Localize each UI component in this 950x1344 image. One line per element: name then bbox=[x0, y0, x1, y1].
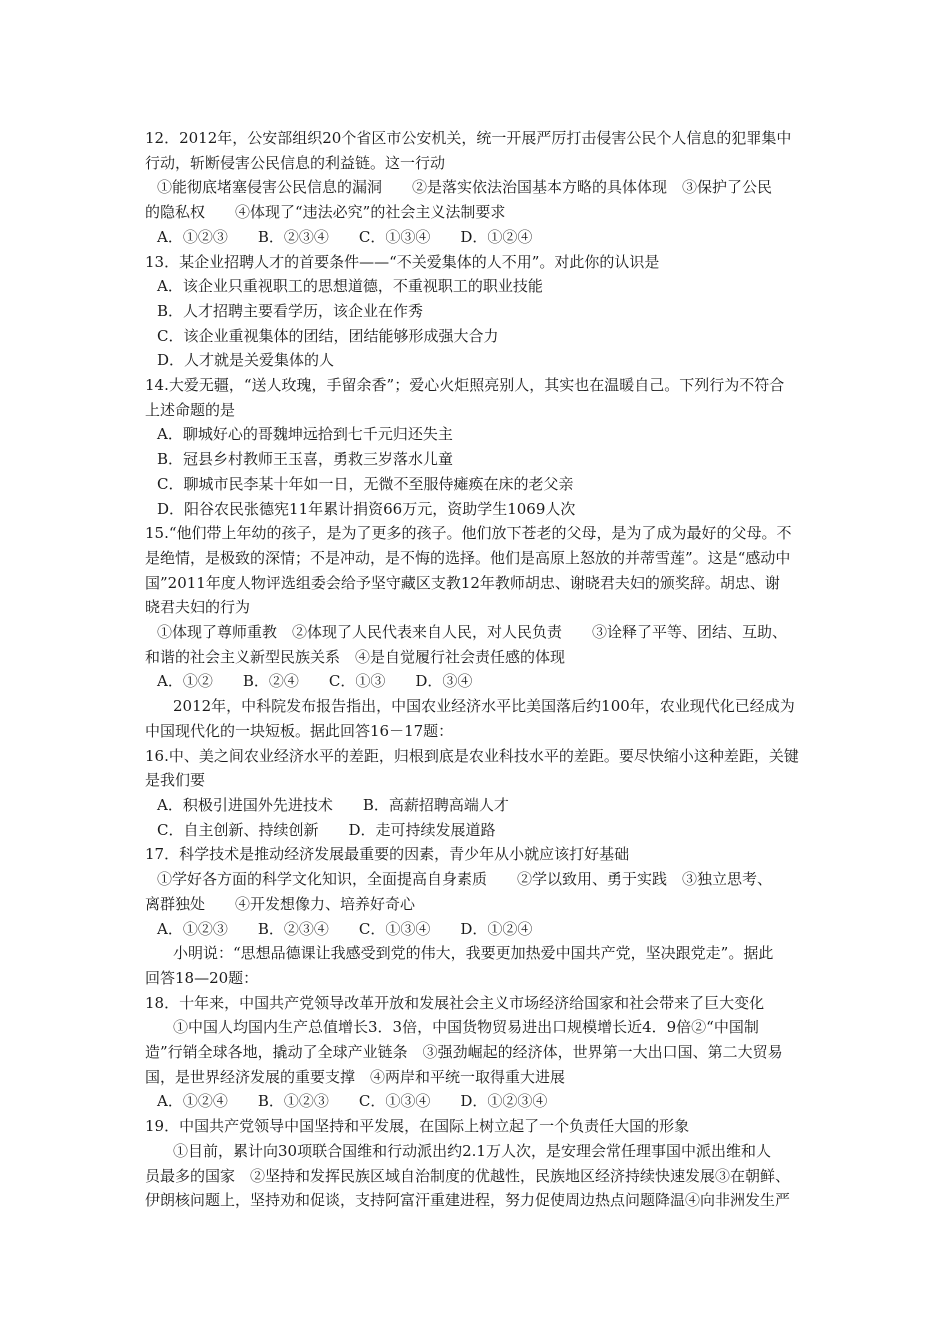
text-line: A．①②④ B．①②③ C．①③④ D．①②③④ bbox=[157, 1092, 548, 1111]
text-line: A．①②③ B．②③④ C．①③④ D．①②④ bbox=[157, 919, 533, 938]
text-line: A．聊城好心的哥魏坤远拾到七千元归还失主 bbox=[157, 425, 453, 444]
text-line: 的隐私权 ④体现了“违法必究”的社会主义法制要求 bbox=[145, 203, 506, 222]
text-line: C．该企业重视集体的团结，团结能够形成强大合力 bbox=[157, 326, 499, 345]
text-line: 晓君夫妇的行为 bbox=[145, 598, 251, 617]
text-line: 13．某企业招聘人才的首要条件——“不关爱集体的人不用”。对此你的认识是 bbox=[145, 252, 660, 271]
text-line: 是绝情，是极致的深情；不是冲动，是不悔的选择。他们是高原上怒放的并蒂雪莲”。这是“感动中 bbox=[145, 548, 791, 567]
text-line: 12．2012年，公安部组织20个省区市公安机关，统一开展严厉打击侵害公民个人信息的犯罪集中 bbox=[145, 129, 792, 147]
text-line: 16.中、美之间农业经济水平的差距，归根到底是农业科技水平的差距。要尽快缩小这种差距，关键 bbox=[145, 746, 799, 765]
text-line: 离群独处 ④开发想像力、培养好奇心 bbox=[145, 894, 416, 913]
text-line: 15.“他们带上年幼的孩子，是为了更多的孩子。他们放下苍老的父母，是为了成为最好的父母。不 bbox=[145, 524, 792, 543]
text-line: C．自主创新、持续创新 D．走可持续发展道路 bbox=[157, 820, 496, 839]
text-line: 国，是世界经济发展的重要支撑 ④两岸和平统一取得重大进展 bbox=[145, 1067, 566, 1086]
text-line: 造”行销全球各地，撬动了全球产业链条 ③强劲崛起的经济体，世界第一大出口国、第二大贸易 bbox=[145, 1043, 783, 1062]
text-line: C．聊城市民李某十年如一日，无微不至服侍瘫痪在床的老父亲 bbox=[157, 474, 574, 493]
document-page bbox=[145, 126, 855, 1213]
text-line: 国”2011年度人物评选组委会给予坚守藏区支教12年教师胡忠、谢晓君夫妇的颁奖辞。胡忠、谢 bbox=[145, 573, 780, 592]
text-line: B．人才招聘主要看学历，该企业在作秀 bbox=[157, 301, 424, 320]
text-line: 和谐的社会主义新型民族关系 ④是自觉履行社会责任感的体现 bbox=[145, 647, 566, 666]
text-line: 中国现代化的一块短板。据此回答16－17题： bbox=[145, 721, 454, 740]
text-line: A．积极引进国外先进技术 B．高薪招聘高端人才 bbox=[157, 795, 509, 814]
text-line: 回答18—20题： bbox=[145, 968, 259, 987]
text-line: 上述命题的是 bbox=[145, 400, 236, 419]
text-line: ①体现了尊师重教 ②体现了人民代表来自人民，对人民负责 ③诠释了平等、团结、互助、 bbox=[157, 623, 788, 642]
text-line: A．该企业只重视职工的思想道德，不重视职工的职业技能 bbox=[157, 277, 543, 296]
text-line: B．冠县乡村教师王玉喜，勇救三岁落水儿童 bbox=[157, 450, 454, 469]
text-line: 18．十年来，中国共产党领导改革开放和发展社会主义市场经济给国家和社会带来了巨大变化 bbox=[145, 993, 765, 1012]
text-line: A．①② B．②④ C．①③ D．③④ bbox=[157, 672, 473, 691]
text-line: 17．科学技术是推动经济发展最重要的因素，青少年从小就应该打好基础 bbox=[145, 845, 630, 864]
text-line: ①中国人均国内生产总值增长3．3倍，中国货物贸易进出口规模增长近4．9倍②“中国制 bbox=[173, 1018, 759, 1037]
text-line: 是我们要 bbox=[145, 771, 206, 790]
text-line: D．人才就是关爱集体的人 bbox=[157, 351, 335, 370]
text-line: D．阳谷农民张德宪11年累计捐资66万元，资助学生1069人次 bbox=[157, 499, 576, 518]
text-line: ①目前，累计向30项联合国维和行动派出约2.1万人次，是安理会常任理事国中派出维和人 bbox=[173, 1141, 771, 1160]
text-line: A．①②③ B．②③④ C．①③④ D．①②④ bbox=[157, 227, 533, 246]
text-line: 伊朗核问题上，坚持劝和促谈，支持阿富汗重建进程，努力促使周边热点问题降温④向非洲发生严 bbox=[145, 1191, 791, 1210]
text-line: ①能彻底堵塞侵害公民信息的漏洞 ②是落实依法治国基本方略的具体体现 ③保护了公民 bbox=[157, 178, 773, 197]
text-line: 员最多的国家 ②坚持和发挥民族区域自治制度的优越性，民族地区经济持续快速发展③在朝鲜、 bbox=[145, 1166, 791, 1185]
text-line: ①学好各方面的科学文化知识，全面提高自身素质 ②学以致用、勇于实践 ③独立思考、 bbox=[157, 870, 773, 889]
text-line: 14.大爱无疆，“送人玫瑰，手留余香”；爱心火炬照亮别人，其实也在温暖自己。下列行为不符合 bbox=[145, 376, 785, 395]
text-line: 19．中国共产党领导中国坚持和平发展，在国际上树立起了一个负责任大国的形象 bbox=[145, 1117, 690, 1136]
text-line: 2012年，中科院发布报告指出，中国农业经济水平比美国落后约100年，农业现代化已经成为 bbox=[173, 697, 795, 716]
text-line: 行动，斩断侵害公民信息的利益链。这一行动 bbox=[145, 153, 446, 172]
text-line: 小明说：“思想品德课让我感受到党的伟大，我要更加热爱中国共产党，坚决跟党走”。据此 bbox=[173, 944, 774, 963]
